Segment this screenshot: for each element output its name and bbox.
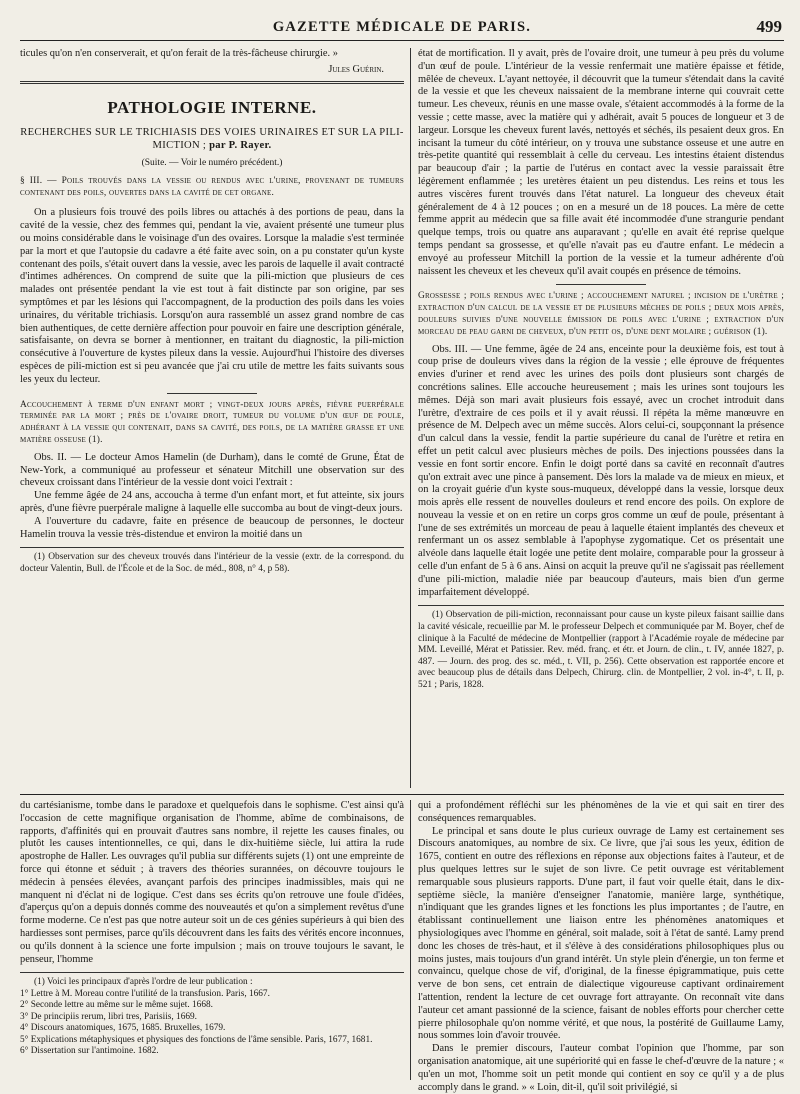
right-column — [418, 48, 784, 788]
list-item: 4° Discours anatomiques, 1675, 1685. Bruxelles, 1679. — [20, 1023, 226, 1034]
list-item: 3° De principiis rerum, libri tres, Parisiis, 1669. — [20, 1011, 197, 1022]
paragraph: On a plusieurs fois trouvé des poils libres ou attachés à des portions de peau, dans la cavité de la vessie, chez des femmes qui, pendant la vie, avaient présenté une tumeur plus ou moins considérable dans le voisinage d'un des ovaires. Lorsque la maladie s'est terminée par la mort et que l'autopsie du cadavre a été faite avec soin, on a pu constater qu'un kyste contenant des poils, s'était ouvert dans la vessie, avec les parois de laquelle il avait contracté d'intimes adhérences. On comprend de suite que la pili-miction que plusieurs de ces malades ont présentée pendant la vie est tout à fait distincte par son origine, par ses symptômes et par les lésions qui l'accompagnent, de la production des poils dans les voies urinaires, du véritable trichiasis. Lorsqu'on aura rassemblé un assez grand nombre de cas bien authentiques, de cette dernière affection pour pouvoir en faire une description générale, satisfaisante, on devra se borner à mentionner, en traitant du diagnostic, la pili-miction consécutive à l'ouverture de kystes pileux dans la vessie. Aujourd'hui l'histoire des diverses espèces de pili-miction est si peu avancée que j'ai cru utile de mettre les faits suivants sous les yeux du lecteur. — [20, 207, 404, 385]
continuation-note: (Suite. — Voir le numéro précédent.) — [141, 157, 283, 168]
lower-right-column — [418, 800, 784, 1094]
observation-paragraph: Obs. II. — Le docteur Amos Hamelin (de Durham), dans le comté de Grune, État de New-York, a communiqué au professeur et sénateur Mitchill une observation sur des cheveux croissant dans l'intérieur de la vessie dont voici l'extrait : — [20, 451, 404, 489]
paragraph: Une femme âgée de 24 ans, accoucha à terme d'un enfant mort, et fut atteinte, six jours après, d'une fièvre puerpérale maligne à laquelle elle succomba au bout de vingt-deux jours. — [20, 490, 404, 514]
footnote: (1) Observation de pili-miction, reconnaissant pour cause un kyste pileux faisant saillie dans la cavité vésicale, recueillie par M. le professeur Delpech et communiquée par M. Boyer, chef de clinique à la Faculté de médecine de Montpellier (rapport à l'Académie royale de médecine par MM. Leveillé, Mérat et Patissier. Rev. méd. franç. et étr. et Journ. de clin., t. IV, année 1827, p. 487. — Journ. des prog. des sc. méd., t. VII, p. 256). Cette observation est rapportée encore et avec beaucoup plus de détails dans Delpech, Chirurg. clin. de Montpellier, 2 vol. in-4°, t. II, p. 521 ; Paris, 1828. — [418, 610, 784, 691]
publication-list — [20, 977, 404, 1058]
list-item: 2° Seconde lettre au même sur le même sujet. 1668. — [20, 1000, 213, 1011]
paragraph: A l'ouverture du cadavre, faite en présence de beaucoup de personnes, le docteur Hamelin trouva la vessie très-distendue et environ la moitié dans un — [20, 515, 404, 540]
article-title — [20, 126, 404, 152]
lead-text: ticules qu'on n'en conserverait, et qu'on ferait de la très-fâcheuse chirurgie. » — [20, 48, 338, 59]
observation-paragraph: Obs. III. — Une femme, âgée de 24 ans, enceinte pour la deuxième fois, est tout à coup prise de douleurs vives dans la région de la vessie ; elle éprouve de fréquentes envies d'uriner et rend avec les urines des poils dont plusieurs sont chargés de concrétions salines. Elle accouche heureusement ; mais les urines sont toujours les mêmes. Déjà son mari avait plusieurs fois essayé, avec un crochet introduit dans l'urètre, d'extraire de ces poils et il y avait réussi. Il répéta la même manœuvre en présence de M. Delpech avec un même succès. Alors celui-ci, soupçonnant la présence d'un calcul dans la vessie, fendit la partie supérieure du canal de l'urètre et retira en effet un petit calcul avec plusieurs mèches de poils. Des injections poussées dans la vessie en font sortir encore. Enfin le doigt porté dans sa cavité en reconnaît d'autres qu'on extrait avec une pince à pansement. Dès lors la malade va de mieux en mieux, et on la croyait guérie d'un kyste sous-muqueux, développé dans la vessie, lorsque deux mois après elle ressent de nouvelles douleurs et rend encore des poils. On explore de nouveau la vessie et on en retire un corps gros comme un œuf de poule, présentant à l'une de ses extrémités un morceau de peau à laquelle étaient implantés des cheveux et renfermant un os assez semblable à l'apophyse zygomatique. Cet os présentait une alvéole dans laquelle était logée une petite dent molaire, comparable pour la grosseur à celle d'un enfant de 5 à 6 ans. Ainsi on acquit la preuve qu'il ne s'agissait pas réellement d'une pili-miction, maladie niée par beaucoup d'auteurs, mais bien d'un germe imparfaitement développé. — [418, 343, 784, 598]
case-heading: Accouchement à terme d'un enfant mort ; vingt-deux jours après, fièvre puerpérale terminée par la mort ; près de l'ovaire droit, tumeur du volume d'un œuf de poule, adhérant à la vessie qui contenait, dans sa cavité, des poils, de la matière grasse et une matière osseuse (1). — [20, 399, 404, 445]
lower-left-column — [20, 800, 404, 1058]
footnote-rule — [418, 605, 784, 606]
list-item: 1° Lettre à M. Moreau contre l'utilité de la transfusion. Paris, 1667. — [20, 988, 270, 999]
footnote: (1) Observation sur des cheveux trouvés dans l'intérieur de la vessie (extr. de la correspond. du docteur Valentin, Bull. de l'École et de la Soc. de méd., 808, n° 4, p 58). — [20, 552, 404, 574]
list-item: 6° Dissertation sur l'antimoine. 1682. — [20, 1046, 159, 1057]
page-number: 499 — [756, 17, 782, 36]
page-header — [20, 14, 784, 40]
short-rule — [167, 393, 257, 394]
footnote-rule — [20, 547, 404, 548]
list-item: 5° Explications métaphysiques et physiques des fonctions de l'âme sensible. Paris, 1677, 1681. — [20, 1034, 373, 1045]
section-title: PATHOLOGIE INTERNE. — [107, 97, 317, 117]
column-rule — [410, 48, 411, 788]
paragraph: du cartésianisme, tombe dans le paradoxe et quelquefois dans le sophisme. C'est ainsi qu'à l'occasion de cette magnifique organisation de l'homme, abîme de combinaisons, de rapports, d'affinités qui en prouvait d'autres sans nombre, il rejette les causes finales, ou plutôt les causes intentionnelles, ce qui, dans le dix-huitième siècle, lui attira la rude apostrophe de Haller. Les ouvrages qu'il publia sur différents sujets (1) ont une empreinte de force qui étonne et séduit ; à travers des théories surannées, on découvre toujours le médecin à pensées élevées, avançant parfois des principes inadmissibles, mais qui ne manquent ni d'éclat ni de logique. C'est dans ses écrits qu'on retrouve une foule d'idées, d'aperçus qu'on a depuis donnés comme des nouveautés et qu'on a simplement revêtus d'une forme moderne. Ce n'est pas que notre auteur soit un de ces génies supérieurs à qui bien des hardiesses sont permises, parce qu'ils découvrent dans les faits des vérités encore inconnues, ou qu'ils donnent à la science une forte impulsion ; mais on trouve toujours le savant, le penseur, l'homme — [20, 800, 405, 965]
newspaper-page — [20, 14, 784, 1093]
signature: Jules Guérin. — [328, 63, 384, 75]
short-rule — [556, 284, 646, 285]
article-title-text: RECHERCHES SUR LE TRICHIASIS DES VOIES URINAIRES ET SUR LA PILI-MICTION ; — [20, 126, 404, 151]
list-intro: (1) Voici les principaux d'après l'ordre de leur publication : — [34, 977, 253, 988]
paragraph: Le principal et sans doute le plus curieux ouvrage de Lamy est certainement ses Discours anatomiques, au nombre de six. Ce livre, que j'ai sous les yeux, édition de 1675, contient en outre des réflexions en réponse aux objections faites à l'auteur, et de plus quelques lettres sur le sujet de son livre. Ce petit ouvrage est véritablement remarquable sous plusieurs rapports. D'une part, il faut voir quelle était, dans le dix-septième siècle, la manière d'enseigner l'anatomie, manière large, synthétique, n'indiquant que les grandes lignes et les fonctions les plus importantes ; de l'autre, en établissant continuellement une liaison entre les phénomènes anatomiques et physiologiques avec l'homme en général, soit malade, soit à l'état de santé. Lamy prend donc les choses de très-haut, et il s'élève à des considérations philosophiques plus ou moins justes, mais toujours d'un grand intérêt. Un style plein d'énergie, un ton ferme et convaincu, quelque chose de vif, d'original, de la finesse épigrammatique, puis cette verve de bon sens, cet entrain de dialectique vigoureuse captivant ordinairement l'attention, rendent la lecture de cet ouvrage fort attrayante. On reconnaît vite dans l'auteur cet amant passionné de la science, faisant de nobles efforts pour chercher cette pierre philosophale qu'on nomme vérité, et que nous, la postérité de Guillaume Lamy, nous sommes loin d'avoir trouvée. — [418, 825, 784, 1042]
header-rule — [20, 40, 784, 41]
section-heading: § III. — Poils trouvés dans la vessie ou rendus avec l'urine, provenant de tumeurs contenant des poils, ouvertes dans la cavité de cet organe. — [20, 175, 404, 198]
upper-section — [20, 48, 784, 788]
journal-title: GAZETTE MÉDICALE DE PARIS. — [272, 19, 532, 35]
left-column — [20, 48, 404, 788]
footnote-rule — [20, 972, 404, 973]
section-divider — [20, 81, 404, 84]
lower-section — [20, 800, 784, 1093]
paragraph: Dans le premier discours, l'auteur combat l'opinion que l'homme, par son organisation anatomique, ait une supériorité qui en fasse le chef-d'œuvre de la nature ; « qu'en un mot, l'homme soit un petit monde qui contient en soy ce qu'il y a de plus accomply dans le grand. » « Loin, dit-il, qu'il soit privilégié, si — [418, 1043, 784, 1093]
case-heading: Grossesse ; poils rendus avec l'urine ; accouchement naturel ; incision de l'urètre ; extraction d'un calcul de la vessie et de plusieurs mèches de poils ; deux mois après, douleurs suivies d'une nouvelle émission de poils avec l'urine ; extraction d'un morceau de peau garni de cheveux, d'un petit os, d'une dent molaire ; guérison (1). — [418, 291, 784, 337]
paragraph: qui a profondément réfléchi sur les phénomènes de la vie et qui sait en tirer des conséquences remarquables. — [418, 800, 784, 824]
section-rule — [20, 794, 784, 795]
article-author: par P. Rayer. — [209, 139, 272, 151]
paragraph: état de mortification. Il y avait, près de l'ovaire droit, une tumeur à peu près du volume d'un œuf de poule. L'intérieur de la vessie renfermait une matière épaisse et fétide, mêlée de cheveux. L'ayant nettoyée, il découvrit que la tumeur s'étendait dans la cavité de la vessie et que les cheveux naissaient de la membrane interne qui couvrait cette tumeur. Les cheveux, réunis en une masse ovale, s'étaient accommodés à la forme de la vessie ; cette masse, avec la matière qui y adhérait, avait 5 pouces de longueur et 3 de largeur. Lorsque les cheveux furent lavés, nettoyés et séchés, ils pesaient deux gros. En incisant la tumeur du côté intérieur, on y trouva une substance osseuse et une autre en très-petite quantité qui ressemblait à celle du cerveau. Les intestins étaient distendus par beaucoup d'air ; la partie de l'utérus en contact avec la vessie paraissait être légèrement enflammée ; les uretères étaient un peu distendus. Les reins et tous les autres viscères furent trouvés dans l'état naturel. La longueur des cheveux était généralement de 4 à 12 pouces ; on en a mesuré un de 18 pouces. La mère de cette femme apprit au médecin que sa fille avait été incommodée d'une strangurie pendant quelque temps, trois ou quatre ans auparavant ; qu'elle en avait été reprise quelque temps pendant sa grossesse, et qu'elle n'avait pas eu d'autre enfant. Le médecin a envoyé au professeur Mitchill la portion de la vessie et la tumeur adhérente d'où naissent les cheveux et les cheveux qu'il avait coupés en présence de témoins. — [418, 48, 784, 277]
column-rule — [410, 800, 411, 1080]
